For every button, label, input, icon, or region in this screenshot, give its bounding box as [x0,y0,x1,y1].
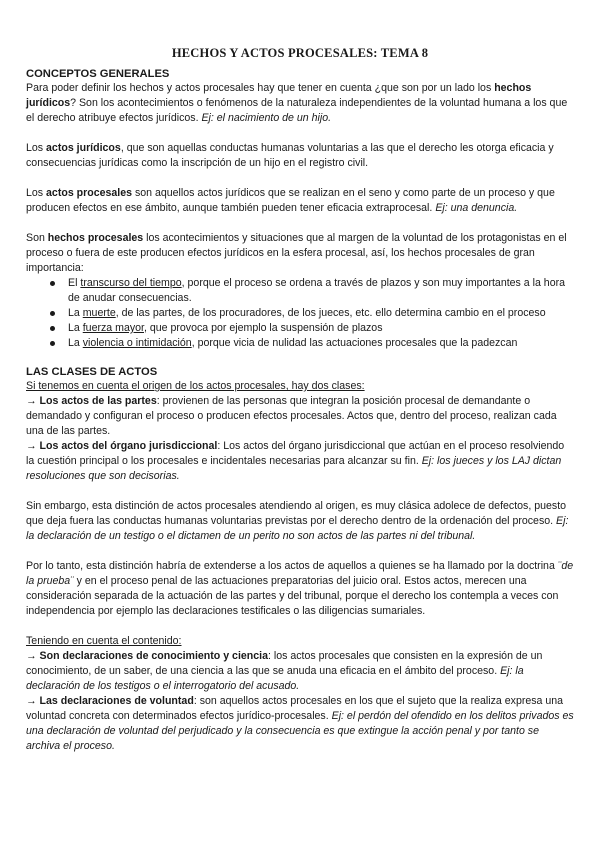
arrow-icon: → [26,650,40,662]
term-actos-procesales: actos procesales [46,187,133,199]
bullet-icon [50,341,55,346]
term-actos-juridicos: actos jurídicos [46,142,121,154]
arrow-icon: → [26,395,40,407]
section-heading-clases: LAS CLASES DE ACTOS [26,366,158,378]
list-item: La violencia o intimidación, porque vicia de nulidad las actuaciones procesales que la padezcan [46,336,574,351]
bullet-icon [50,281,55,286]
example-text: Ej: la declaración de un testigo o el dictamen de un perito no son actos de las partes ni del tribunal. [26,515,569,542]
list-item: La fuerza mayor, que provoca por ejemplo la suspensión de plazos [46,321,574,336]
example-text: Ej: el nacimiento de un hijo. [201,112,332,124]
subheading-contenido: Teniendo en cuenta el contenido: [26,635,182,647]
subheading-origen: Si tenemos en cuenta el origen de los actos procesales, hay dos clases: [26,380,365,392]
term-hechos-juridicos: hechos jurídicos [26,82,532,109]
arrow-icon: → [26,695,40,707]
paragraph-sin-embargo: Sin embargo, esta distinción de actos procesales atendiendo al origen, es muy clásica adolece de defectos, puesto que deja fuera las conductas humanas voluntarias previstas por el derecho dentro de la ordenación del proceso. Ej: la declaración de un testigo o el dictamen de un perito no son actos de las partes ni del tribunal. [26,500,569,542]
term-hechos-procesales: hechos procesales [47,232,144,244]
section-heading-conceptos: CONCEPTOS GENERALES [26,68,170,80]
document-title: HECHOS Y ACTOS PROCESALES: TEMA 8 [171,46,429,60]
example-text: Ej: una denuncia. [435,202,518,214]
bullet-icon [50,311,55,316]
paragraph-hechos-procesales: Son hechos procesales los acontecimientos y situaciones que al margen de la voluntad de los protagonistas en el proceso o fuera de este producen efectos jurídicos en la esfera procesal, así, los hechos procesales de gran importancia: [26,232,567,274]
item-declaraciones-conocimiento: → Son declaraciones de conocimiento y ciencia: los actos procesales que consisten en la expresión de un conocimiento, de un saber, de una ciencia a las que se anuda una eficacia en el ámbito del proceso. Ej: la declaración de los testigos o el interrogatorio del acusado. [26,650,543,692]
paragraph-actos-procesales: Los actos procesales son aquellos actos jurídicos que se realizan en el seno y como parte de un proceso y que producen efectos en ese ámbito, aunque también pueden tener eficacia extraprocesal. Ej: una denuncia. [26,187,555,214]
item-declaraciones-voluntad: → Las declaraciones de voluntad: son aquellos actos procesales en los que el sujeto que la realiza expresa una voluntad concreta con determinados efectos jurídico-procesales. Ej: el perdón del ofendido en los delitos privados es una declaración de voluntad del perjudicado y la consecuencia es que extingue la acción penal y por tanto se archiva el proceso. [26,695,574,752]
list-item: El transcurso del tiempo, porque el proceso se ordena a través de plazos y son muy importantes a la hora de anudar consecuencias. [46,276,574,306]
example-text: Ej: los jueces y los LAJ dictan resoluciones que son decisorias. [26,455,562,482]
example-text: Ej: el perdón del ofendido en los delitos privados es una declaración de voluntad del perjudicado y la consecuencia es que extingue la acción penal y por tanto se archiva el proceso. [26,710,574,752]
list-item: La muerte, de las partes, de los procuradores, de los jueces, etc. ello determina cambio en el proceso [46,306,574,321]
arrow-icon: → [26,440,40,452]
paragraph-por-lo-tanto: Por lo tanto, esta distinción habría de extenderse a los actos de aquellos a quienes se ha llamado por la doctrina ¨de la prueba¨ y en el proceso penal de las actuaciones preparatorias del juicio oral. Estos actos, merecen una consideración separada de la actuación de las partes y del tribunal, porque el derecho los contempla a veces con independencia por ejemplo las declaraciones testificales o las diligencias sumariales. [26,560,574,617]
example-text: Ej: la declaración de los testigos o el interrogatorio del acusado. [26,665,524,692]
item-actos-organo: → Los actos del órgano jurisdiccional: Los actos del órgano jurisdiccional que actúan en el proceso resolviendo la cuestión principal o los procesales e incidentales necesarias para alcanzar su fin. Ej: los jueces y los LAJ dictan resoluciones que son decisorias. [26,440,565,482]
paragraph-hechos-juridicos: Para poder definir los hechos y actos procesales hay que tener en cuenta ¿que son por un lado los hechos jurídicos? Son los acontecimientos o fenómenos de la naturaleza independientes de la voluntad humana a los que el derecho atribuye efectos jurídicos. Ej: el nacimiento de un hijo. [26,82,568,124]
paragraph-actos-juridicos: Los actos jurídicos, que son aquellas conductas humanas voluntarias a las que el derecho les otorga eficacia y consecuencias jurídicas como la inscripción de un hijo en el registro civil. [26,142,554,169]
item-actos-partes: → Los actos de las partes: provienen de las personas que integran la posición procesal de demandante o demandado y configuran el proceso o producen efectos procesales. Actos que, dentro del proceso, realizan cada una de las partes. [26,395,557,437]
bullet-icon [50,326,55,331]
bullet-list-hechos [26,276,574,351]
